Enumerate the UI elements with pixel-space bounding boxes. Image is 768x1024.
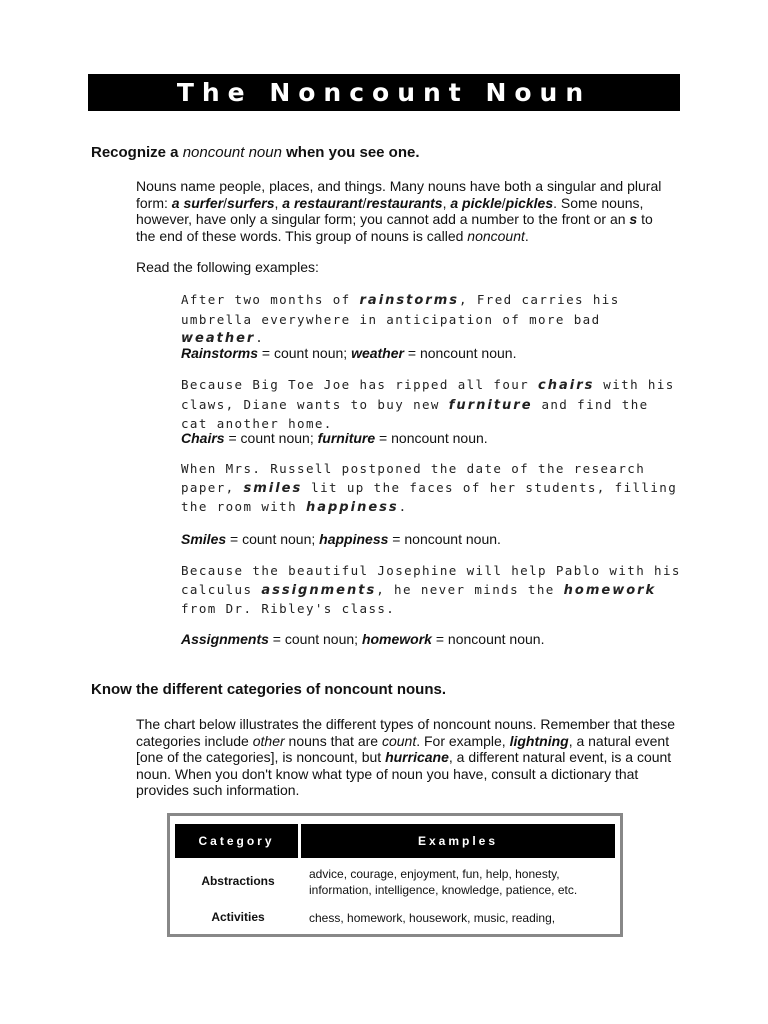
example-result: Assignments = count noun; homework = noncount noun.: [181, 631, 545, 647]
column-header-category: Category: [175, 824, 301, 858]
example-sentence: Because Big Toe Joe has ripped all four chairs with his claws, Diane wants to buy new furniture and find the cat another home.: [181, 377, 675, 431]
table-header: [175, 824, 615, 858]
category-cell: Activities: [211, 910, 265, 924]
example-sentence: Because the beautiful Josephine will help Pablo with his calculus assignments, he never minds the homework from Dr. Ribley's class.: [181, 563, 681, 616]
table-row: [175, 910, 615, 930]
section1-heading: Recognize a noncount noun when you see one.: [91, 144, 420, 161]
example-result: Rainstorms = count noun; weather = noncount noun.: [181, 345, 517, 361]
page-title: The Noncount Noun: [88, 74, 680, 111]
examples-cell: chess, homework, housework, music, reading,: [309, 911, 556, 925]
categories-table: [167, 813, 623, 937]
column-header-examples: Examples: [417, 834, 499, 848]
table-row: [175, 866, 615, 900]
example-sentence: After two months of rainstorms, Fred carries his umbrella everywhere in anticipation of more bad weather.: [181, 292, 620, 346]
example-result: Chairs = count noun; furniture = noncount noun.: [181, 430, 488, 446]
categories-paragraph: The chart below illustrates the different types of noncount nouns. Remember that these categories include other nouns that are count. For example, lightning, a natural event [one of the categories], is noncount, but hurricane, a different natural event, is a count noun. When you don't know what type of noun you have, consult a dictionary that provides such information.: [136, 716, 676, 798]
category-cell: Abstractions: [201, 874, 275, 888]
example-sentence: When Mrs. Russell postponed the date of the research paper, smiles lit up the faces of her students, filling the room with happiness.: [181, 461, 678, 515]
read-examples-line: Read the following examples:: [136, 259, 319, 275]
intro-paragraph: Nouns name people, places, and things. Many nouns have both a singular and plural form: a surfer/surfers, a restaurant/restaurants, a pickle/pickles. Some nouns, however, have only a singular form; you cannot add a number to the front or an s to the end of these words. This group of nouns is called noncount.: [136, 178, 662, 244]
examples-cell: advice, courage, enjoyment, fun, help, honesty, information, intelligence, knowledge, patience, etc.: [309, 867, 578, 897]
section2-heading: Know the different categories of noncount nouns.: [91, 681, 446, 698]
example-result: Smiles = count noun; happiness = noncount noun.: [181, 531, 501, 547]
